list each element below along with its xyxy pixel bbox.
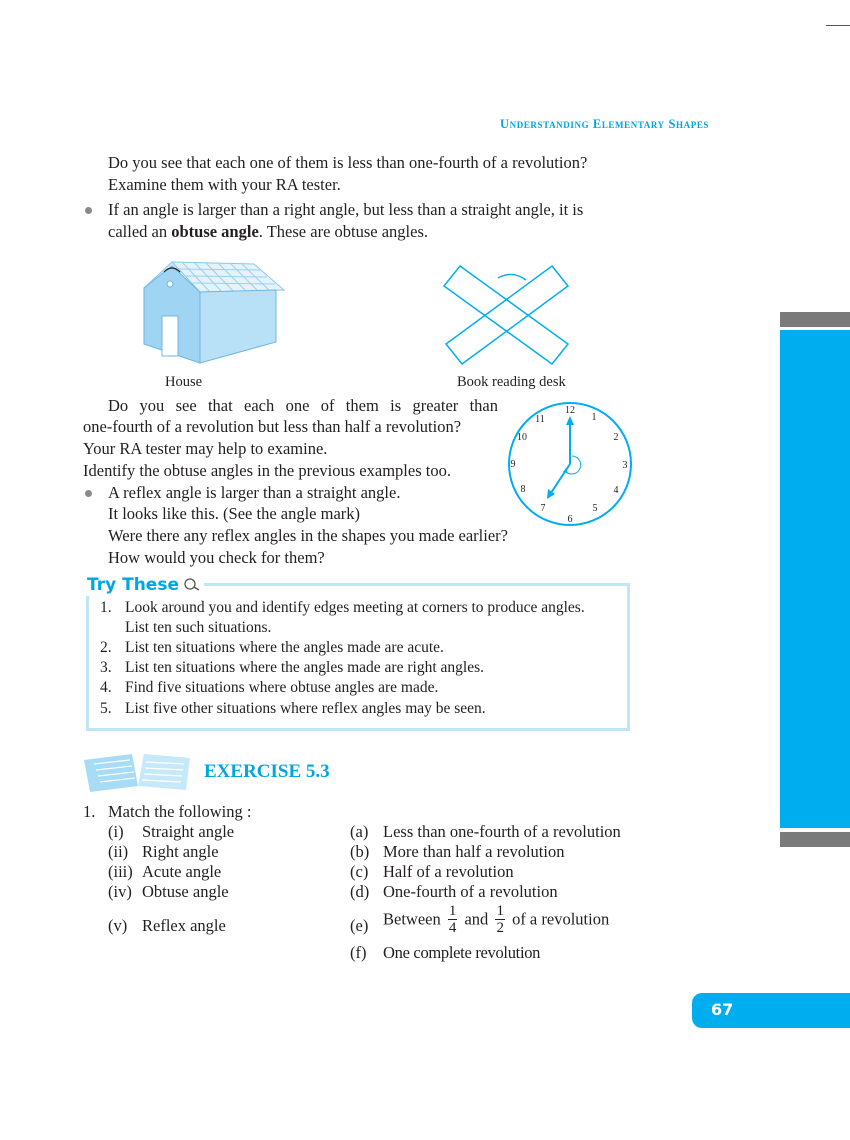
clock-number-3: 3 xyxy=(622,460,628,471)
paragraph-line: Your RA tester may help to examine. xyxy=(83,439,328,458)
match-left-number: (v) xyxy=(108,916,128,935)
match-right-number: (a) xyxy=(350,822,369,841)
magnifier-icon xyxy=(182,577,202,591)
side-tab-top xyxy=(780,312,850,327)
match-right-number: (c) xyxy=(350,862,369,881)
fraction-one-fourth: $\frac{1}{4}$ xyxy=(448,903,457,936)
clock-number-4: 4 xyxy=(613,485,619,496)
paragraph-line: called an obtuse angle. These are obtuse angles. xyxy=(108,222,429,241)
clock-number-5: 5 xyxy=(592,503,598,514)
match-right-number: (e) xyxy=(350,916,369,935)
match-left-text: Acute angle xyxy=(142,862,222,881)
house-caption: House xyxy=(165,374,203,390)
match-right-text: Half of a revolution xyxy=(383,862,514,881)
running-header: Understanding Elementary Shapes xyxy=(500,117,710,131)
match-left-number: (iii) xyxy=(108,862,133,881)
exercise-title: EXERCISE 5.3 xyxy=(204,761,330,782)
clock-number-2: 2 xyxy=(613,432,619,443)
match-left-text: Reflex angle xyxy=(142,916,226,935)
try-item-number: 3. xyxy=(100,659,112,676)
match-left-text: Obtuse angle xyxy=(142,882,229,901)
paragraph-line: It looks like this. (See the angle mark) xyxy=(108,504,361,523)
try-item-number: 4. xyxy=(100,679,112,696)
match-right-text: Less than one-fourth of a revolution xyxy=(383,822,621,841)
top-rule xyxy=(826,25,850,26)
page-number: 67 xyxy=(711,1000,734,1019)
paragraph-line: Identify the obtuse angles in the previous examples too. xyxy=(83,461,451,480)
paragraph-line: Do you see that each one of them is less than one-fourth of a revolution? xyxy=(108,153,588,172)
book-desk-figure xyxy=(440,262,574,368)
match-left-number: (i) xyxy=(108,822,124,841)
match-right-text: More than half a revolution xyxy=(383,842,565,861)
try-item-text: Look around you and identify edges meeting at corners to produce angles. xyxy=(125,599,585,616)
match-right-number: (d) xyxy=(350,882,370,901)
try-item-number: 2. xyxy=(100,639,112,656)
match-right-number: (f) xyxy=(350,943,367,962)
fraction-one-half: $\frac{1}{2}$ xyxy=(496,903,504,936)
try-item-number: 1. xyxy=(100,599,112,616)
paragraph-line: Were there any reflex angles in the shapes you made earlier? xyxy=(108,526,508,545)
paragraph-line: Do you see that each one of them is greater than xyxy=(108,396,498,415)
match-left-number: (iv) xyxy=(108,882,132,901)
clock-number-6: 6 xyxy=(567,514,573,525)
term-obtuse-angle: obtuse angle xyxy=(171,222,259,241)
clock-number-1: 1 xyxy=(591,412,597,423)
clock-figure xyxy=(505,398,635,528)
question-text: Match the following : xyxy=(108,802,252,821)
match-right-number: (b) xyxy=(350,842,370,861)
clock-number-12: 12 xyxy=(565,405,575,416)
clock-number-7: 7 xyxy=(540,503,546,514)
try-these-title: Try These xyxy=(85,574,204,596)
try-item-text: List ten situations where the angles made are right angles. xyxy=(125,659,484,676)
side-tab-bottom xyxy=(780,832,850,847)
try-item-text: List ten situations where the angles made are acute. xyxy=(125,639,444,656)
match-left-text: Straight angle xyxy=(142,822,235,841)
bullet-icon xyxy=(85,207,92,214)
question-number: 1. xyxy=(83,802,96,821)
open-book-icon xyxy=(82,752,194,794)
match-right-text: One complete revolution xyxy=(383,943,541,962)
bullet-icon xyxy=(85,490,92,497)
paragraph-line: A reflex angle is larger than a straight angle. xyxy=(108,483,401,502)
match-right-text-fraction: Between $\frac{1}{4}$ and $\frac{1}{2}$ of a revolution xyxy=(383,903,610,936)
try-item-text: Find five situations where obtuse angles are made. xyxy=(125,679,439,696)
try-item-text: List ten such situations. xyxy=(125,619,272,636)
side-tab-band xyxy=(780,330,850,828)
clock-number-9: 9 xyxy=(510,459,516,470)
clock-number-8: 8 xyxy=(520,484,526,495)
match-left-number: (ii) xyxy=(108,842,129,861)
match-left-text: Right angle xyxy=(142,842,219,861)
house-figure xyxy=(124,258,288,368)
try-item-text: List five other situations where reflex angles may be seen. xyxy=(125,700,486,717)
paragraph-line: If an angle is larger than a right angle, but less than a straight angle, it is xyxy=(108,200,584,219)
clock-number-11: 11 xyxy=(535,414,545,425)
try-item-number: 5. xyxy=(100,700,112,717)
paragraph-line: How would you check for them? xyxy=(108,548,325,567)
match-right-text: One-fourth of a revolution xyxy=(383,882,558,901)
book-desk-caption: Book reading desk xyxy=(457,374,566,390)
paragraph-line: Examine them with your RA tester. xyxy=(108,175,341,194)
clock-number-10: 10 xyxy=(517,432,527,443)
paragraph-line: one-fourth of a revolution but less than half a revolution? xyxy=(83,417,462,436)
